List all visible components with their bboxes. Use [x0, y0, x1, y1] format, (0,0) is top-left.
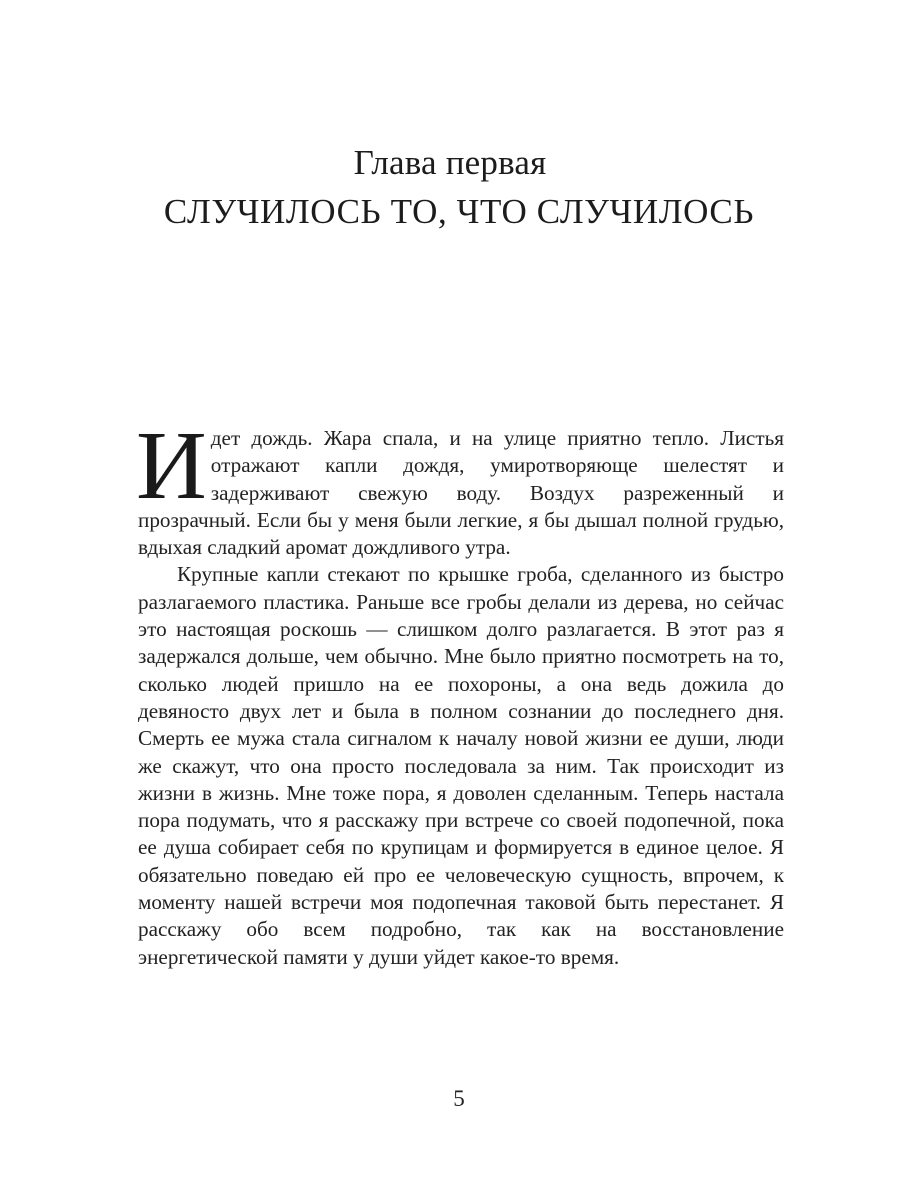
chapter-label: Глава первая: [353, 143, 547, 182]
paragraph: Крупные капли стекают по крышке гроба, сделанного из быстро разлагаемого пластика. Раньше все гробы делали из дерева, но сейчас это настоящая роскошь — слишком долго разлагается. В этот раз я задержался дольше, чем обычно. Мне было приятно посмотреть на то, сколько людей пришло на ее похороны, а она ведь дожила до девяносто двух лет и была в полном сознании до последнего дня. Смерть ее мужа стала сигналом к началу новой жизни ее души, люди же скажут, что она просто последовала за ним. Так происходит из жизни в жизнь. Мне тоже пора, я доволен сделанным. Теперь настала пора подумать, что я расскажу при встрече со своей подопечной, пока ее душа собирает себя по крупицам и формируется в единое целое. Я обязательно поведаю ей про ее человеческую сущность, впрочем, к моменту нашей встречи моя подопечная таковой быть перестанет. Я расскажу обо всем подробно, так как на восстановление энергетической памяти у души уйдет какое-то время.: [138, 562, 784, 969]
drop-cap: И: [136, 412, 207, 520]
paragraph: [136, 412, 784, 561]
chapter-title: СЛУЧИЛОСЬ ТО, ЧТО СЛУЧИЛОСЬ: [163, 192, 755, 231]
chapter-body: [136, 412, 784, 971]
paragraph-text: дет дождь. Жара спала, и на улице приятно тепло. Листья отражают капли дождя, умиротворяюще шелестят и задерживают свежую воду. Воздух разреженный и прозрачный. Если бы у меня были легкие, я бы дышал полной грудью, вдыхая сладкий аромат дождливого утра.: [138, 426, 784, 560]
page-number: 5: [453, 1086, 465, 1111]
